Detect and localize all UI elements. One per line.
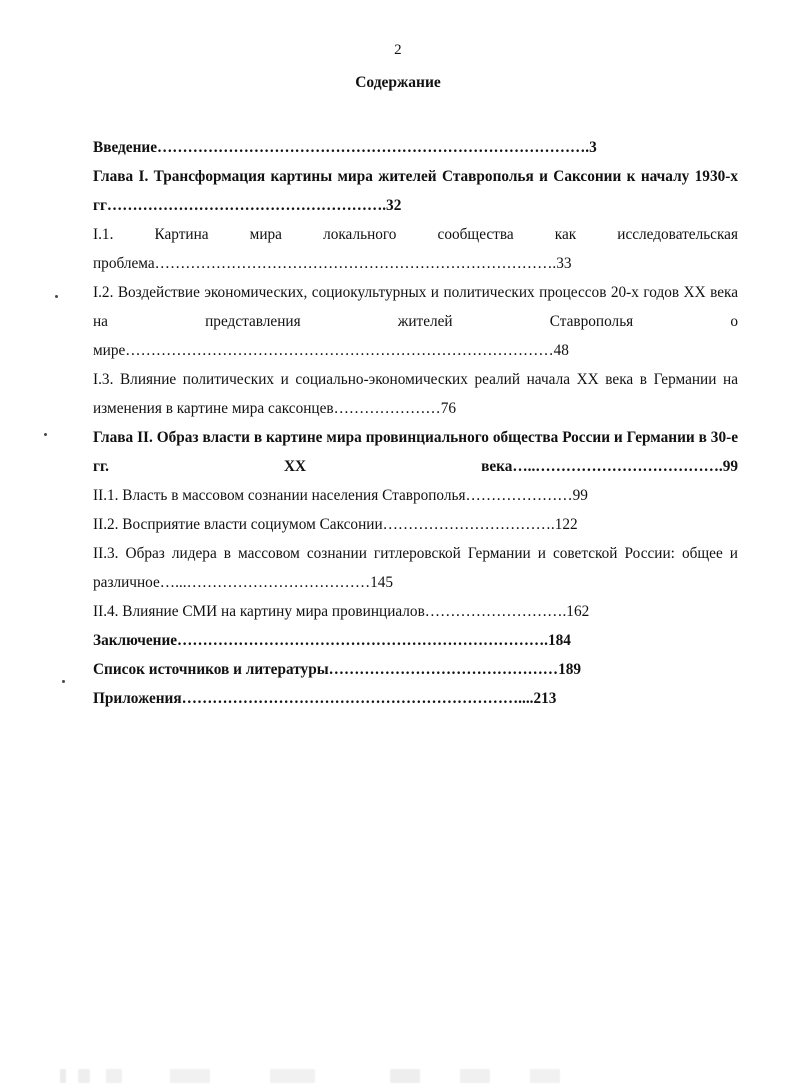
toc-entry[interactable]: I.2. Воздействие экономических, социокультурных и политических процессов 20-х годов XX века на представления жителей Ставрополья о мире…………………………………………………………………………48 (93, 284, 738, 359)
toc-entry[interactable]: II.2. Восприятие власти социумом Саксонии…………………………….122 (93, 516, 578, 533)
toc-entry[interactable]: II.3. Образ лидера в массовом сознании гитлеровской Германии и советской России: общее и различное…...………………………………145 (93, 545, 738, 591)
scan-speck (44, 433, 47, 436)
page-number: 2 (394, 42, 402, 58)
scan-speck (62, 680, 65, 683)
toc-entry[interactable]: Глава II. Образ власти в картине мира провинциального общества России и Германии в 30-е гг. XX века…..……………………………….99 (93, 429, 738, 475)
toc-entry[interactable]: Приложения…………………………………………………………....213 (93, 690, 557, 707)
page-title: Содержание (355, 74, 441, 91)
scan-speck (55, 295, 58, 298)
toc-entry[interactable]: II.4. Влияние СМИ на картину мира провинциалов……………………….162 (93, 603, 590, 620)
toc-entry[interactable]: II.1. Власть в массовом сознании населения Ставрополья…………………99 (93, 487, 588, 504)
scan-artifact (60, 1069, 760, 1083)
toc-entry[interactable]: Глава I. Трансформация картины мира жителей Ставрополья и Саксонии к началу 1930-х гг……………………………………………….32 (93, 168, 738, 214)
toc-entry[interactable]: I.3. Влияние политических и социально-экономических реалий начала XX века в Германии на изменения в картине мира саксонцев…………………76 (93, 371, 738, 417)
toc-entry[interactable]: I.1. Картина мира локального сообщества как исследовательская проблема…………………………………………………………………….33 (93, 226, 738, 272)
toc-entry[interactable]: Список источников и литературы………………………………………189 (93, 661, 582, 678)
toc-entry[interactable]: Введение………………………………………………………………………….3 (93, 139, 597, 156)
table-of-contents (93, 133, 738, 713)
toc-entry[interactable]: Заключение……………………………………………………………….184 (93, 632, 571, 649)
